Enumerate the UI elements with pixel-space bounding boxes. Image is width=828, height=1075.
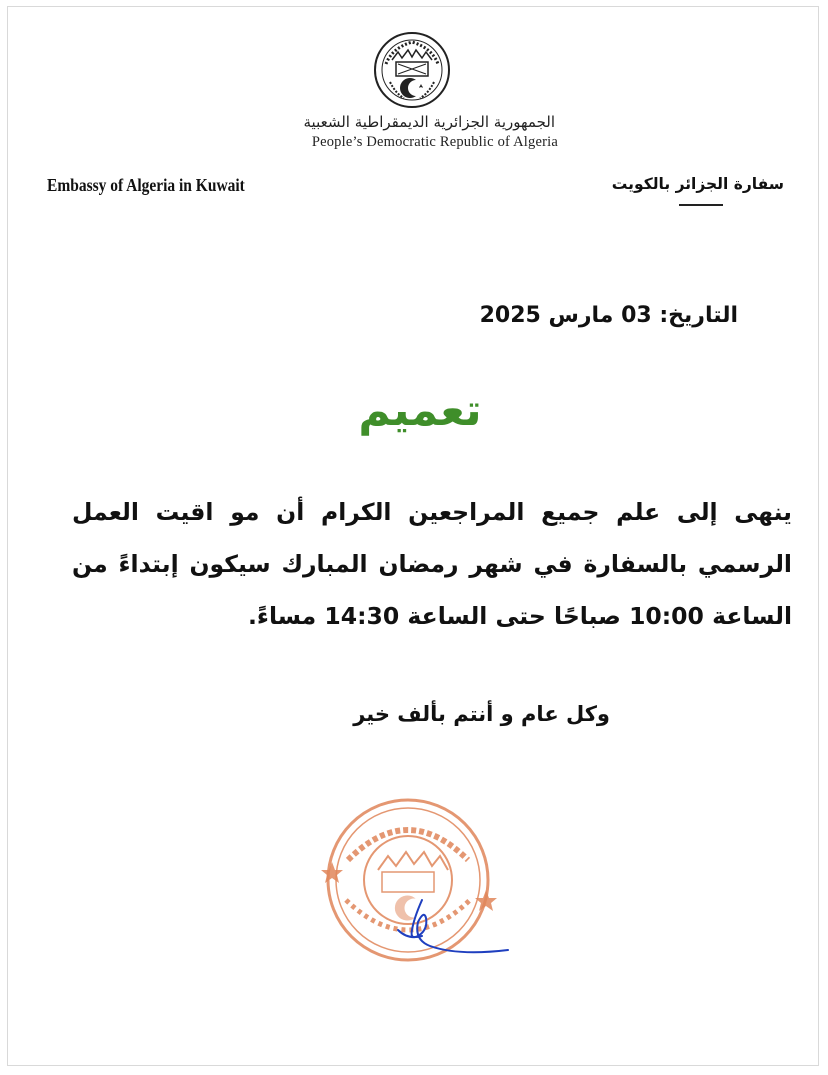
embassy-seal-icon [318, 790, 518, 980]
embassy-underline [679, 204, 723, 206]
notice-body: ينهى إلى علم جميع المراجعين الكرام أن مو اقيت العمل الرسمي بالسفارة في شهر رمضان المبارك سيكون إبتداءً من الساعة 10:00 صباحًا حتى الساعة 14:30 مساءً. [72, 498, 792, 630]
embassy-name-english: Embassy of Algeria in Kuwait [47, 175, 245, 195]
republic-name-arabic: الجمهورية الجزائرية الديمقراطية الشعبية [303, 113, 555, 131]
embassy-name-arabic: سفارة الجزائر بالكويت [611, 175, 784, 193]
closing-greeting: وكل عام و أنتم بألف خير [353, 702, 610, 726]
document-date: التاريخ: 03 مارس 2025 [479, 303, 738, 328]
notice-title: تعميم [358, 385, 482, 436]
republic-name-english: People’s Democratic Republic of Algeria [311, 134, 558, 150]
national-emblem-icon [372, 30, 452, 110]
